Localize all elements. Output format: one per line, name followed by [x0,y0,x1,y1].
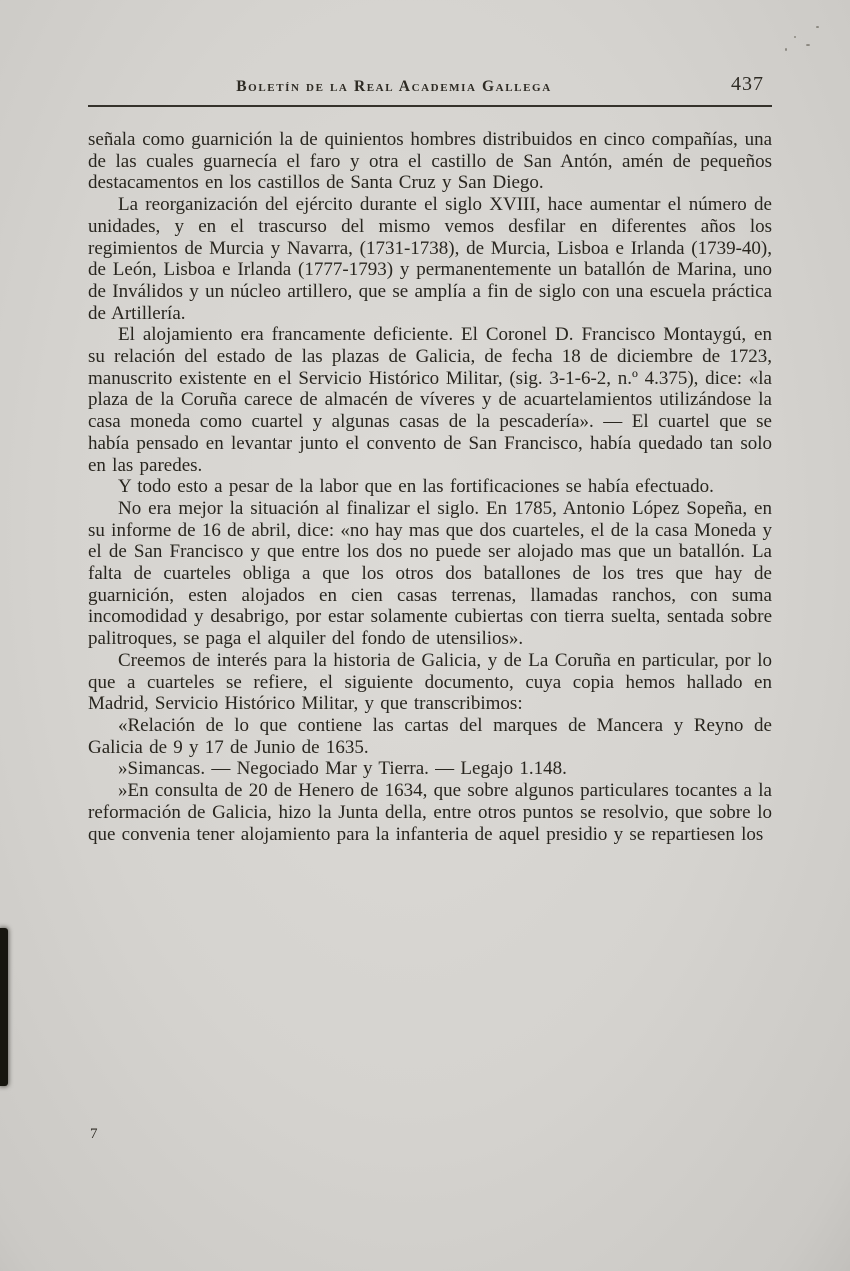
paragraph: No era mejor la situación al finalizar el siglo. En 1785, Antonio López Sopeña, en su informe de 16 de abril, dice: «no hay mas que dos cuarteles, el de la casa Moneda y el de San Francisco y que entre los dos no puede ser alojado mas que un batallón. La falta de cuarteles obliga a que los otros dos batallones de los tres que hay de guarnición, esten alojados en cien casas terrenas, llamadas ranchos, con suma incomodidad y desabrigo, por estar solamente cubiertas con tierra suelta, sentada sobre palitroques, se paga el alquiler del fondo de utensilios». [88,497,772,650]
page-number: 437 [731,73,764,95]
journal-title: Boletín de la Real Academia Gallega [236,78,552,95]
paragraph: El alojamiento era francamente deficiente. El Coronel D. Francisco Montaygú, en su relación del estado de las plazas de Galicia, de fecha 18 de diciembre de 1723, manuscrito existente en el Servicio Histórico Militar, (sig. 3-1-6-2, n.º 4.375), dice: «la plaza de la Coruña carece de almacén de víveres y de acuartelamientos utilizándose la casa moneda como cuartel y algunas casas de la pescadería». — El cuartel que se había pensado en levantar junto el convento de San Francisco, había quedado tan solo en las paredes. [88,324,772,476]
running-head [88,73,772,102]
signature-number: 7 [90,1126,98,1142]
page-header [0,73,850,107]
scan-speckles [782,22,832,58]
paragraph: Y todo esto a pesar de la labor que en las fortificaciones se había efectuado. [118,476,714,498]
paragraph: »En consulta de 20 de Henero de 1634, que sobre algunos particulares tocantes a la reformación de Galicia, hizo la Junta della, entre otros puntos se resolvio, que sobre lo que convenia tener alojamiento para la infanteria de aquel presidio y se repartiesen los [88,780,772,845]
binding-shadow-mark [0,928,8,1086]
page-text-block [88,129,772,845]
paragraph: »Simancas. — Negociado Mar y Tierra. — Legajo 1.148. [118,758,567,780]
header-rule [88,105,772,107]
paragraph: Creemos de interés para la historia de Galicia, y de La Coruña en particular, por lo que a cuarteles se refiere, el siguiente documento, cuya copia hemos hallado en Madrid, Servicio Histórico Militar, y que transcribimos: [88,649,772,715]
paragraph: señala como guarnición la de quinientos hombres distribuidos en cinco compañías, una de las cuales guarnecía el faro y otra el castillo de San Antón, amén de pequeños destacamentos en los castillos de Santa Cruz y San Diego. [88,129,772,194]
paragraph: «Relación de lo que contiene las cartas del marques de Mancera y Reyno de Galicia de 9 y 17 de Junio de 1635. [88,714,772,758]
paragraph: La reorganización del ejército durante el siglo XVIII, hace aumentar el número de unidades, y en el trascurso del mismo vemos desfilar en diferentes años los regimientos de Murcia y Navarra, (1731-1738), de Murcia, Lisboa e Irlanda (1739-40), de León, Lisboa e Irlanda (1777-1793) y permanentemente un batallón de Marina, uno de Inválidos y un núcleo artillero, que se amplía a fin de siglo con una escuela práctica de Artillería. [88,194,772,324]
